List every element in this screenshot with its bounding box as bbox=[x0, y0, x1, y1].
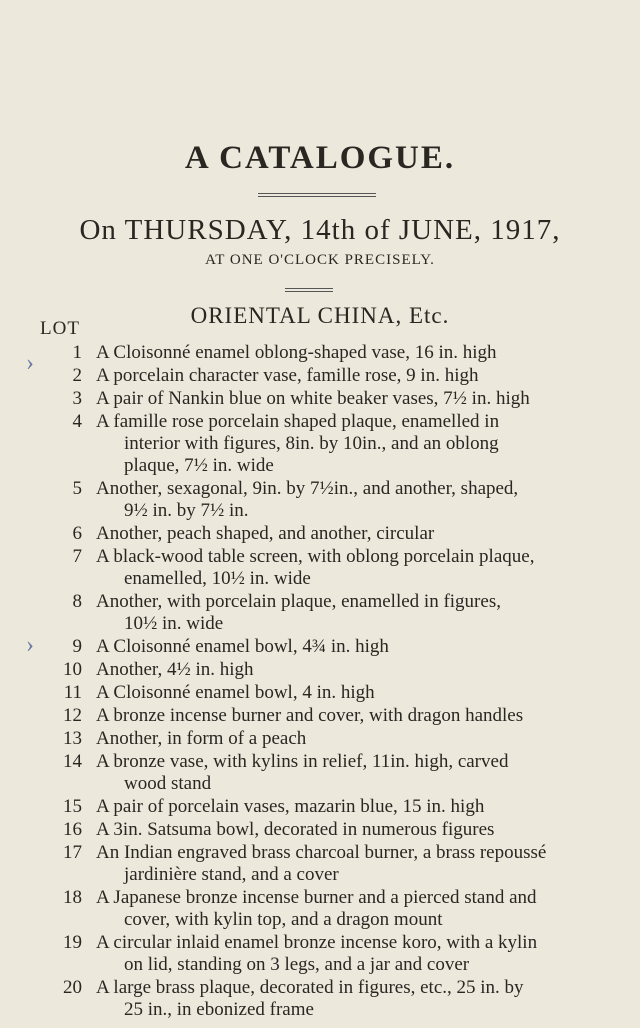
lot-description-line: 10½ in. wide bbox=[124, 613, 224, 634]
lot-description-line: A porcelain character vase, famille rose, 9 in. high bbox=[96, 365, 479, 386]
lot-item bbox=[40, 411, 620, 477]
lot-description-line: A circular inlaid enamel bronze incense koro, with a kylin bbox=[96, 932, 538, 953]
section-heading: ORIENTAL CHINA, Etc. bbox=[190, 303, 450, 328]
lot-description-line: Another, in form of a peach bbox=[96, 728, 307, 749]
lot-description-line: A Cloisonné enamel bowl, 4 in. high bbox=[96, 682, 375, 703]
sale-date: On THURSDAY, 14th of JUNE, 1917, bbox=[79, 214, 561, 246]
margin-mark: › bbox=[26, 350, 34, 376]
lot-item bbox=[40, 705, 620, 727]
lot-item bbox=[40, 682, 620, 704]
lot-description bbox=[96, 591, 620, 635]
lot-description bbox=[96, 932, 620, 976]
lot-description bbox=[96, 636, 620, 658]
sale-time: AT ONE O'CLOCK PRECISELY. bbox=[205, 252, 435, 268]
lot-description-line: A large brass plaque, decorated in figures, etc., 25 in. by bbox=[96, 977, 524, 998]
lot-item bbox=[40, 342, 620, 364]
lot-number: 13 bbox=[63, 728, 82, 749]
lot-description-line: Another, peach shaped, and another, circular bbox=[96, 523, 435, 544]
lot-item bbox=[40, 365, 620, 387]
lot-item bbox=[40, 546, 620, 590]
lot-description-line: on lid, standing on 3 legs, and a jar and cover bbox=[124, 954, 470, 975]
lot-description bbox=[96, 796, 620, 818]
lot-number: 16 bbox=[63, 819, 82, 840]
lot-number: 4 bbox=[72, 411, 82, 432]
lot-item bbox=[40, 659, 620, 681]
lot-description-line: 25 in., in ebonized frame bbox=[124, 999, 314, 1020]
lot-description-line: Another, with porcelain plaque, enamelled in figures, bbox=[96, 591, 501, 612]
lot-number: 5 bbox=[72, 478, 82, 499]
lot-number: 7 bbox=[72, 546, 82, 567]
lot-description bbox=[96, 546, 620, 590]
lot-description bbox=[96, 977, 620, 1021]
lot-description-line: Another, 4½ in. high bbox=[96, 659, 254, 680]
lot-description-line: A pair of porcelain vases, mazarin blue, 15 in. high bbox=[96, 796, 485, 817]
lot-description bbox=[96, 728, 620, 750]
lot-description-line: enamelled, 10½ in. wide bbox=[124, 568, 311, 589]
lot-item bbox=[40, 751, 620, 795]
lot-description bbox=[96, 842, 620, 886]
lot-description bbox=[96, 523, 620, 545]
lot-item bbox=[40, 728, 620, 750]
lot-item bbox=[40, 977, 620, 1021]
lot-number: 6 bbox=[72, 523, 82, 544]
lot-description bbox=[96, 887, 620, 931]
lot-item bbox=[40, 636, 620, 658]
lot-number: 19 bbox=[63, 932, 82, 953]
lot-number: 8 bbox=[72, 591, 82, 612]
lot-description-line: A famille rose porcelain shaped plaque, enamelled in bbox=[96, 411, 500, 432]
lot-number: 9 bbox=[72, 636, 82, 657]
lot-description bbox=[96, 751, 620, 795]
lot-item bbox=[40, 591, 620, 635]
lot-description-line: cover, with kylin top, and a dragon mount bbox=[124, 909, 443, 930]
lot-description-line: A Cloisonné enamel oblong-shaped vase, 16 in. high bbox=[96, 342, 497, 363]
lot-number: 15 bbox=[63, 796, 82, 817]
lot-description-line: A pair of Nankin blue on white beaker vases, 7½ in. high bbox=[96, 388, 530, 409]
margin-mark: › bbox=[26, 632, 34, 658]
lot-item bbox=[40, 523, 620, 545]
lot-description bbox=[96, 682, 620, 704]
lot-description-line: An Indian engraved brass charcoal burner, a brass repoussé bbox=[96, 842, 547, 863]
lot-number: 1 bbox=[72, 342, 82, 363]
lot-list bbox=[40, 342, 620, 1022]
lot-description bbox=[96, 478, 620, 522]
lot-description-line: A black-wood table screen, with oblong porcelain plaque, bbox=[96, 546, 535, 567]
lot-number: 20 bbox=[63, 977, 82, 998]
lot-item bbox=[40, 932, 620, 976]
lot-description-line: A 3in. Satsuma bowl, decorated in numerous figures bbox=[96, 819, 495, 840]
lot-item bbox=[40, 478, 620, 522]
lot-description bbox=[96, 705, 620, 727]
lot-description-line: interior with figures, 8in. by 10in., and an oblong bbox=[124, 433, 499, 454]
lot-description-line: Another, sexagonal, 9in. by 7½in., and another, shaped, bbox=[96, 478, 519, 499]
lot-description-line: plaque, 7½ in. wide bbox=[124, 455, 274, 476]
lot-item bbox=[40, 887, 620, 931]
lot-item bbox=[40, 388, 620, 410]
lot-description bbox=[96, 388, 620, 410]
lot-description-line: 9½ in. by 7½ in. bbox=[124, 500, 249, 521]
lot-number: 11 bbox=[63, 682, 82, 703]
lot-description bbox=[96, 819, 620, 841]
lot-description-line: jardinière stand, and a cover bbox=[124, 864, 339, 885]
title-rule bbox=[258, 193, 376, 197]
lot-number: 17 bbox=[63, 842, 82, 863]
lot-description-line: A Cloisonné enamel bowl, 4¾ in. high bbox=[96, 636, 389, 657]
lot-number: 12 bbox=[63, 705, 82, 726]
lot-description-line: wood stand bbox=[124, 773, 212, 794]
lot-number: 10 bbox=[63, 659, 82, 680]
lot-description bbox=[96, 365, 620, 387]
lot-description-line: A bronze incense burner and cover, with dragon handles bbox=[96, 705, 524, 726]
lot-description-line: A Japanese bronze incense burner and a pierced stand and bbox=[96, 887, 537, 908]
lot-item bbox=[40, 819, 620, 841]
lot-number: 2 bbox=[72, 365, 82, 386]
lot-number: 14 bbox=[63, 751, 82, 772]
lot-description bbox=[96, 411, 620, 477]
lot-item bbox=[40, 842, 620, 886]
lot-column-heading: LOT bbox=[40, 318, 80, 339]
section-rule bbox=[285, 288, 333, 292]
lot-description bbox=[96, 659, 620, 681]
lot-description-line: A bronze vase, with kylins in relief, 11in. high, carved bbox=[96, 751, 509, 772]
lot-item bbox=[40, 796, 620, 818]
catalogue-title: A CATALOGUE. bbox=[184, 140, 456, 176]
lot-number: 18 bbox=[63, 887, 82, 908]
lot-description bbox=[96, 342, 620, 364]
lot-number: 3 bbox=[72, 388, 82, 409]
